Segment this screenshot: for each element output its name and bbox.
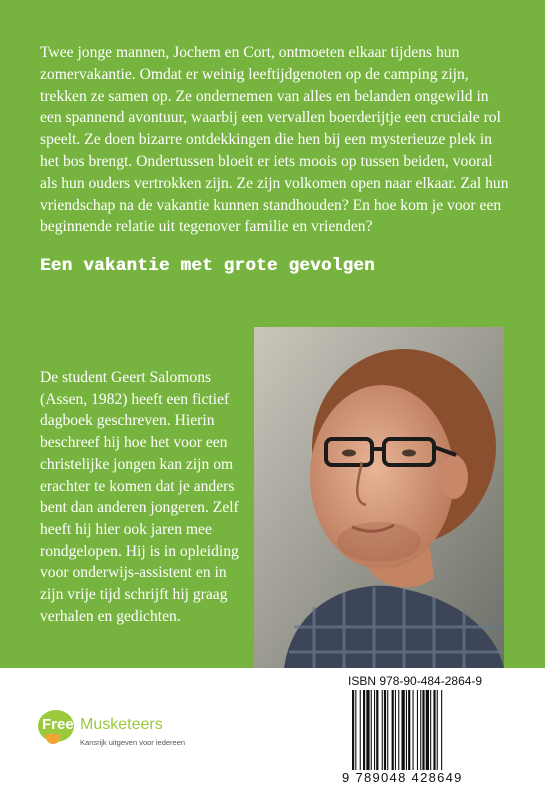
logo-word-free: Free (42, 716, 74, 733)
publisher-logo (38, 700, 208, 760)
author-bio: De student Geert Salomons (Assen, 1982) heeft een fictief dagboek geschreven. Hierin beschreef hij hoe het voor een christelijke jongen kan zijn om erachter te komen dat je anders bent dan anderen jongeren. Zelf heeft hij hier ook jaren mee rondgelopen. Hij is in opleiding voor onderwijs-assistent en in zijn vrije tijd schrijft hij graag verhalen en gedichten. (40, 369, 239, 625)
tagline: Een vakantie met grote gevolgen (40, 256, 375, 276)
ean-digits: 9 789048 428649 (342, 770, 463, 785)
speech-bubble-icon (46, 734, 60, 744)
logo-word-musketeers: Musketeers (80, 716, 163, 733)
isbn-label: ISBN 978-90-484-2864-9 (348, 674, 483, 688)
publisher-slogan: Kansrijk uitgeven voor iedereen (80, 738, 186, 747)
blurb-text: Twee jonge mannen, Jochem en Cort, ontmoeten elkaar tijdens hun zomervakantie. Omdat er weinig leeftijdgenoten op de camping zijn, trekken ze samen op. Ze ondernemen van alles en belanden ongewild in een spannend avontuur, waarbij een vervallen boerderijtje een cruciale rol speelt. Ze doen bizarre ontdekkingen die hen bij een mysterieuze plek in het bos brengt. Ondertussen bloeit er iets moois op tussen beiden, vooral als hun ouders vertrokken zijn. Ze zijn volkomen open naar elkaar. Zal hun vriendschap na de vakantie kunnen standhouden? En hoe kom je voor een beginnende relatie uit tegenover familie en vrienden? (40, 44, 509, 236)
barcode-image (352, 690, 502, 770)
author-photo (254, 327, 504, 668)
